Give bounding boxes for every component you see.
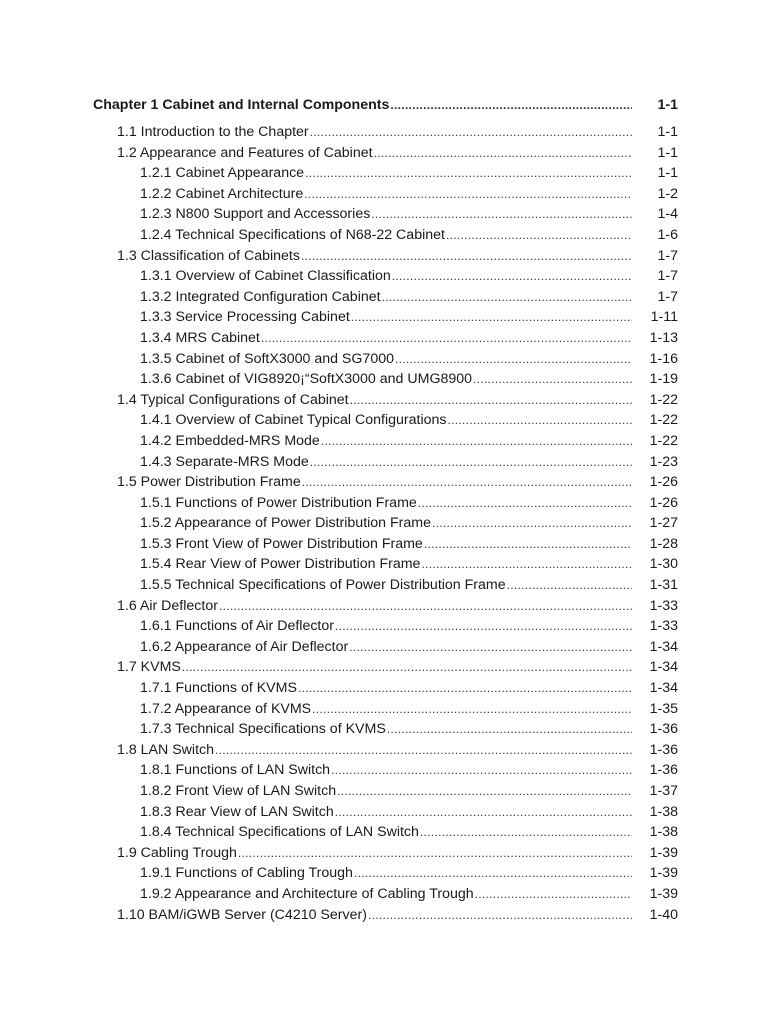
dot-leader bbox=[335, 805, 632, 819]
toc-section-entry[interactable] bbox=[93, 742, 678, 763]
toc-subsection-entry[interactable] bbox=[93, 865, 678, 886]
toc-entry-title: 1.2.1 Cabinet Appearance bbox=[140, 165, 305, 182]
toc-entry-title: 1.5.5 Technical Specifications of Power Distribution Frame bbox=[140, 577, 506, 594]
toc-entry-page-number: 1-40 bbox=[649, 906, 678, 923]
toc-entry-page-number: 1-1 bbox=[657, 144, 678, 161]
toc-entry-page-number: 1-7 bbox=[657, 268, 678, 285]
toc-subsection-entry[interactable] bbox=[93, 371, 678, 392]
toc-subsection-entry[interactable] bbox=[93, 206, 678, 227]
toc-entry-page-number: 1-16 bbox=[649, 350, 678, 367]
toc-entry-page-number: 1-39 bbox=[649, 844, 678, 861]
toc-section-entry[interactable] bbox=[93, 248, 678, 269]
toc-subsection-entry[interactable] bbox=[93, 289, 678, 310]
dot-leader bbox=[368, 908, 632, 922]
toc-entry-title: 1.6 Air Deflector bbox=[117, 597, 218, 614]
toc-entry-page-number: 1-1 bbox=[657, 124, 678, 140]
table-of-contents bbox=[93, 97, 678, 927]
toc-entry-page-number: 1-39 bbox=[649, 885, 678, 902]
dot-leader bbox=[371, 207, 632, 221]
toc-entry-title: 1.9 Cabling Trough bbox=[117, 844, 237, 861]
toc-entry-title: Chapter 1 Cabinet and Internal Components bbox=[93, 97, 390, 113]
toc-subsection-entry[interactable] bbox=[93, 824, 678, 845]
toc-entry-page-number: 1-13 bbox=[649, 329, 678, 346]
toc-entry-page-number: 1-37 bbox=[649, 783, 678, 799]
toc-entry-title: 1.8.3 Rear View of LAN Switch bbox=[140, 803, 334, 820]
toc-section-entry[interactable] bbox=[93, 145, 678, 166]
toc-subsection-entry[interactable] bbox=[93, 886, 678, 907]
toc-entry-page-number: 1-22 bbox=[649, 412, 678, 429]
toc-entry-page-number: 1-30 bbox=[649, 556, 678, 573]
toc-entry-title: 1.3.3 Service Processing Cabinet bbox=[140, 309, 350, 326]
toc-entry-title: 1.5.1 Functions of Power Distribution Frame bbox=[140, 494, 417, 511]
toc-entry-title: 1.9.2 Appearance and Architecture of Cabling Trough bbox=[140, 885, 474, 902]
dot-leader bbox=[446, 228, 632, 242]
dot-leader bbox=[219, 599, 632, 613]
toc-entry-title: 1.3.1 Overview of Cabinet Classification bbox=[140, 268, 391, 285]
dot-leader bbox=[448, 413, 632, 427]
toc-entry-title: 1.5.2 Appearance of Power Distribution Frame bbox=[140, 515, 431, 532]
toc-subsection-entry[interactable] bbox=[93, 454, 678, 475]
toc-section-entry[interactable] bbox=[93, 845, 678, 866]
toc-entry-title: 1.4.3 Separate-MRS Mode bbox=[140, 453, 309, 470]
toc-entry-page-number: 1-33 bbox=[649, 597, 678, 614]
toc-subsection-entry[interactable] bbox=[93, 701, 678, 722]
toc-entry-page-number: 1-4 bbox=[657, 206, 678, 223]
toc-subsection-entry[interactable] bbox=[93, 618, 678, 639]
dot-leader bbox=[304, 187, 632, 201]
dot-leader bbox=[349, 640, 632, 654]
toc-chapter-heading[interactable] bbox=[93, 97, 678, 119]
toc-entry-title: 1.10 BAM/iGWB Server (C4210 Server) bbox=[117, 906, 367, 923]
toc-entry-title: 1.7.2 Appearance of KVMS bbox=[140, 700, 312, 717]
toc-entry-page-number: 1-1 bbox=[657, 97, 678, 113]
toc-entry-title: 1.2 Appearance and Features of Cabinet bbox=[117, 144, 373, 161]
toc-subsection-entry[interactable] bbox=[93, 762, 678, 783]
dot-leader bbox=[354, 866, 632, 880]
dot-leader bbox=[215, 743, 632, 757]
dot-leader bbox=[424, 537, 632, 551]
toc-subsection-entry[interactable] bbox=[93, 227, 678, 248]
toc-entry-title: 1.8.1 Functions of LAN Switch bbox=[140, 762, 331, 779]
toc-subsection-entry[interactable] bbox=[93, 186, 678, 207]
dot-leader bbox=[310, 125, 632, 139]
dot-leader bbox=[261, 331, 632, 345]
toc-entry-page-number: 1-22 bbox=[649, 432, 678, 449]
toc-entry-page-number: 1-34 bbox=[649, 659, 678, 676]
toc-section-entry[interactable] bbox=[93, 124, 678, 145]
toc-entry-title: 1.3 Classification of Cabinets bbox=[117, 247, 300, 264]
toc-entry-title: 1.3.6 Cabinet of VIG8920¡“SoftX3000 and UMG8900 bbox=[140, 371, 473, 388]
toc-entry-page-number: 1-36 bbox=[649, 741, 678, 758]
toc-entry-page-number: 1-38 bbox=[649, 824, 678, 841]
dot-leader bbox=[418, 496, 632, 510]
toc-entry-title: 1.2.3 N800 Support and Accessories bbox=[140, 206, 371, 223]
dot-leader bbox=[321, 434, 632, 448]
toc-entry-page-number: 1-34 bbox=[649, 680, 678, 697]
toc-entry-page-number: 1-35 bbox=[649, 700, 678, 717]
toc-section-entry[interactable] bbox=[93, 598, 678, 619]
toc-entry-page-number: 1-7 bbox=[657, 247, 678, 264]
toc-entry-title: 1.8 LAN Switch bbox=[117, 741, 214, 758]
toc-entry-page-number: 1-22 bbox=[649, 391, 678, 408]
toc-entry-title: 1.6.2 Appearance of Air Deflector bbox=[140, 638, 349, 655]
toc-entry-title: 1.4 Typical Configurations of Cabinet bbox=[117, 391, 349, 408]
dot-leader bbox=[392, 269, 632, 283]
toc-section-entry[interactable] bbox=[93, 392, 678, 413]
dot-leader bbox=[432, 516, 632, 530]
toc-entry-page-number: 1-31 bbox=[649, 577, 678, 594]
dot-leader bbox=[312, 702, 632, 716]
toc-entry-title: 1.5.3 Front View of Power Distribution Frame bbox=[140, 535, 423, 552]
toc-entry-page-number: 1-36 bbox=[649, 762, 678, 779]
toc-entry-page-number: 1-26 bbox=[649, 494, 678, 511]
dot-leader bbox=[395, 352, 632, 366]
dot-leader bbox=[350, 393, 632, 407]
toc-section-entry[interactable] bbox=[93, 907, 678, 928]
toc-subsection-entry[interactable] bbox=[93, 577, 678, 598]
toc-subsection-entry[interactable] bbox=[93, 330, 678, 351]
toc-entry-title: 1.7.1 Functions of KVMS bbox=[140, 680, 297, 697]
toc-entry-page-number: 1-36 bbox=[649, 721, 678, 738]
toc-entry-title: 1.8.2 Front View of LAN Switch bbox=[140, 783, 337, 799]
dot-leader bbox=[331, 763, 632, 777]
toc-subsection-entry[interactable] bbox=[93, 721, 678, 742]
dot-leader bbox=[182, 660, 632, 674]
toc-entry-title: 1.3.4 MRS Cabinet bbox=[140, 329, 260, 346]
toc-subsection-entry[interactable] bbox=[93, 783, 678, 804]
dot-leader bbox=[390, 98, 632, 112]
toc-subsection-entry[interactable] bbox=[93, 536, 678, 557]
dot-leader bbox=[382, 290, 632, 304]
dot-leader bbox=[335, 619, 632, 633]
toc-entry-title: 1.2.2 Cabinet Architecture bbox=[140, 185, 304, 202]
toc-entry-page-number: 1-2 bbox=[657, 185, 678, 202]
dot-leader bbox=[473, 372, 632, 386]
toc-entry-page-number: 1-27 bbox=[649, 515, 678, 532]
toc-entry-title: 1.9.1 Functions of Cabling Trough bbox=[140, 865, 353, 882]
dot-leader bbox=[298, 681, 632, 695]
toc-subsection-entry[interactable] bbox=[93, 351, 678, 372]
toc-entry-page-number: 1-28 bbox=[649, 535, 678, 552]
toc-entry-page-number: 1-19 bbox=[649, 371, 678, 388]
toc-entry-page-number: 1-34 bbox=[649, 638, 678, 655]
dot-leader bbox=[301, 249, 632, 263]
toc-section-entry[interactable] bbox=[93, 474, 678, 495]
dot-leader bbox=[238, 846, 632, 860]
toc-entry-title: 1.4.2 Embedded-MRS Mode bbox=[140, 432, 320, 449]
toc-entry-page-number: 1-23 bbox=[649, 453, 678, 470]
toc-subsection-entry[interactable] bbox=[93, 268, 678, 289]
toc-entry-title: 1.4.1 Overview of Cabinet Typical Configurations bbox=[140, 412, 447, 429]
toc-entry-title: 1.7.3 Technical Specifications of KVMS bbox=[140, 721, 386, 738]
toc-subsection-entry[interactable] bbox=[93, 680, 678, 701]
dot-leader bbox=[302, 475, 632, 489]
toc-subsection-entry[interactable] bbox=[93, 515, 678, 536]
toc-subsection-entry[interactable] bbox=[93, 556, 678, 577]
toc-subsection-entry[interactable] bbox=[93, 165, 678, 186]
toc-subsection-entry[interactable] bbox=[93, 412, 678, 433]
toc-entry-page-number: 1-6 bbox=[657, 226, 678, 243]
toc-entry-page-number: 1-38 bbox=[649, 803, 678, 820]
toc-entry-title: 1.3.5 Cabinet of SoftX3000 and SG7000 bbox=[140, 350, 394, 367]
dot-leader bbox=[351, 310, 632, 324]
toc-section-entry[interactable] bbox=[93, 659, 678, 680]
dot-leader bbox=[475, 887, 632, 901]
toc-entry-title: 1.5.4 Rear View of Power Distribution Frame bbox=[140, 556, 421, 573]
dot-leader bbox=[421, 557, 632, 571]
toc-entry-title: 1.2.4 Technical Specifications of N68-22 Cabinet bbox=[140, 226, 445, 243]
dot-leader bbox=[387, 722, 632, 736]
dot-leader bbox=[374, 146, 632, 160]
toc-entry-page-number: 1-33 bbox=[649, 618, 678, 635]
dot-leader bbox=[507, 578, 632, 592]
toc-subsection-entry[interactable] bbox=[93, 804, 678, 825]
dot-leader bbox=[310, 455, 632, 469]
toc-entry-page-number: 1-11 bbox=[650, 309, 678, 326]
toc-subsection-entry[interactable] bbox=[93, 495, 678, 516]
toc-entry-title: 1.1 Introduction to the Chapter bbox=[117, 124, 309, 140]
toc-entry-title: 1.7 KVMS bbox=[117, 659, 181, 676]
dot-leader bbox=[420, 825, 632, 839]
dot-leader bbox=[305, 166, 632, 180]
toc-entry-title: 1.6.1 Functions of Air Deflector bbox=[140, 618, 334, 635]
toc-subsection-entry[interactable] bbox=[93, 639, 678, 660]
toc-entry-title: 1.5 Power Distribution Frame bbox=[117, 474, 301, 491]
toc-entry-page-number: 1-1 bbox=[657, 165, 678, 182]
toc-subsection-entry[interactable] bbox=[93, 433, 678, 454]
toc-entry-page-number: 1-7 bbox=[657, 288, 678, 305]
toc-entry-page-number: 1-39 bbox=[649, 865, 678, 882]
toc-entry-title: 1.8.4 Technical Specifications of LAN Switch bbox=[140, 824, 419, 841]
toc-subsection-entry[interactable] bbox=[93, 309, 678, 330]
toc-entry-page-number: 1-26 bbox=[649, 474, 678, 491]
dot-leader bbox=[337, 784, 632, 798]
toc-entry-title: 1.3.2 Integrated Configuration Cabinet bbox=[140, 288, 381, 305]
